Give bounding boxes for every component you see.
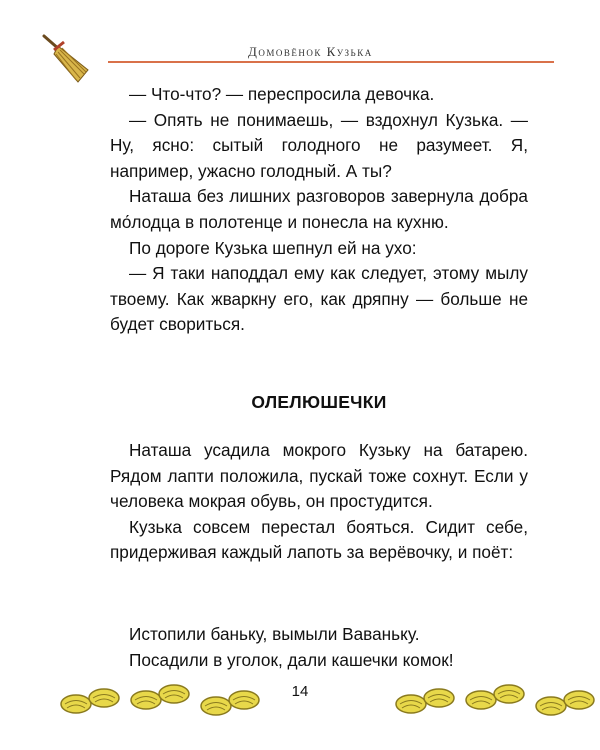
paragraph: — Опять не понимаешь, — вздохнул Кузька. — Ну, ясно: сытый голодного не разумеет. Я, например, ужасно голодный. А ты? (110, 109, 528, 181)
paragraph: Кузька совсем перестал бояться. Сидит себе, придерживая каждый лапоть за верёвочку, и поёт: (110, 516, 528, 563)
text-block-top (110, 82, 528, 338)
text-block-bottom (110, 438, 528, 566)
paragraph: Наташа усадила мокрого Кузьку на батарею. Рядом лапти положила, пускай тоже сохнут. Если у человека мокрая обувь, он простудится. (110, 440, 528, 512)
verse-line: Истопили баньку, вымыли Ваваньку. (129, 624, 420, 644)
paragraph: — Что-что? — переспросила девочка. (129, 84, 435, 104)
page-number: 14 (291, 683, 309, 700)
lapti-icon (465, 680, 527, 714)
header-rule (108, 61, 554, 63)
section-heading: ОЛЕЛЮШЕЧКИ (251, 392, 387, 412)
lapti-icon (395, 684, 457, 718)
verse (129, 622, 454, 673)
lapti-icon (535, 686, 597, 720)
lapti-icon (200, 686, 262, 720)
lapti-icon (130, 680, 192, 714)
broom-icon (38, 30, 90, 84)
paragraph: — Я таки наподдал ему как следует, этому мылу твоему. Как жваркну его, как дряпну — больше не будет свориться. (110, 263, 528, 335)
lapti-icon (60, 684, 122, 718)
page-header (0, 0, 600, 80)
paragraph: Наташа без лишних разговоров завернула добра мо́лодца в полотенце и понесла на кухню. (110, 186, 528, 232)
verse-line: Посадили в уголок, дали кашечки комок! (129, 649, 454, 670)
running-title: Домовёнок Кузька (248, 44, 373, 59)
paragraph: По дороге Кузька шепнул ей на ухо: (129, 237, 417, 258)
